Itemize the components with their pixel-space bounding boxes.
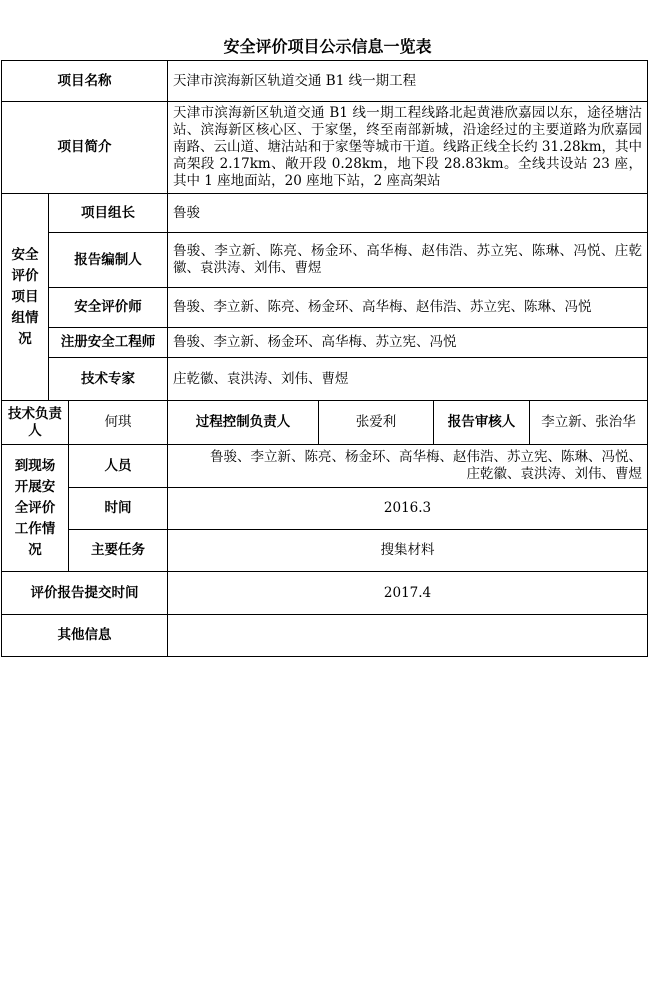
tech-lead-label: 技术负责人 <box>2 401 69 445</box>
site-personnel-value: 鲁骏、李立新、陈亮、杨金环、高华梅、赵伟浩、苏立宪、陈琳、冯悦、 庄乾徽、袁洪涛、刘伟、曹煜 <box>168 445 648 488</box>
row-site-time <box>2 488 648 530</box>
reviewer-value: 李立新、张治华 <box>530 401 648 445</box>
project-intro-value: 天津市滨海新区轨道交通 B1 线一期工程线路北起黄港欣嘉园以东，途径塘沽站、滨海新区核心区、于家堡，终至南部新城，沿途经过的主要道路为欣嘉园南路、云山道、塘沽站和于家堡等城市干道。线路正线全长约 31.28km，其中高架段 2.17km、敞开段 0.28km，地下段 28.83km。全线共设站 23 座，其中 1 座地面站，20 座地下站，2 座高架站 <box>168 102 648 194</box>
project-intro-label: 项目简介 <box>2 102 168 194</box>
leader-label: 项目组长 <box>49 194 168 233</box>
row-site-tasks <box>2 530 648 572</box>
submit-time-value: 2017.4 <box>168 572 648 615</box>
registered-engineers-label: 注册安全工程师 <box>49 328 168 358</box>
row-tech-experts <box>2 358 648 401</box>
process-control-value: 张爱利 <box>319 401 434 445</box>
process-control-label: 过程控制负责人 <box>168 401 319 445</box>
report-writers-value: 鲁骏、李立新、陈亮、杨金环、高华梅、赵伟浩、苏立宪、陈琳、冯悦、庄乾徽、袁洪涛、刘伟、曹煜 <box>168 233 648 288</box>
site-time-label: 时间 <box>69 488 168 530</box>
row-submit-time <box>2 572 648 615</box>
leader-value: 鲁骏 <box>168 194 648 233</box>
evaluators-value: 鲁骏、李立新、陈亮、杨金环、高华梅、赵伟浩、苏立宪、陈琳、冯悦 <box>168 288 648 328</box>
other-info-value <box>168 615 648 657</box>
site-work-section-label: 到现场 开展安 全评价 工作情 况 <box>2 445 69 572</box>
site-tasks-value: 搜集材料 <box>168 530 648 572</box>
registered-engineers-value: 鲁骏、李立新、杨金环、高华梅、苏立宪、冯悦 <box>168 328 648 358</box>
page-title: 安全评价项目公示信息一览表 <box>223 37 432 56</box>
project-name-label: 项目名称 <box>2 61 168 102</box>
info-table <box>1 60 648 657</box>
tech-lead-value: 何琪 <box>69 401 168 445</box>
reviewer-label: 报告审核人 <box>434 401 530 445</box>
row-registered-engineers <box>2 328 648 358</box>
submit-time-label: 评价报告提交时间 <box>2 572 168 615</box>
other-info-label: 其他信息 <box>2 615 168 657</box>
team-section-label: 安全 评价 项目 组情 况 <box>2 194 49 401</box>
project-name-value: 天津市滨海新区轨道交通 B1 线一期工程 <box>168 61 648 102</box>
row-project-intro <box>2 102 648 194</box>
site-time-value: 2016.3 <box>168 488 648 530</box>
row-evaluators <box>2 288 648 328</box>
row-team-leader <box>2 194 648 233</box>
row-site-personnel <box>2 445 648 488</box>
report-writers-label: 报告编制人 <box>49 233 168 288</box>
site-personnel-label: 人员 <box>69 445 168 488</box>
site-tasks-label: 主要任务 <box>69 530 168 572</box>
row-responsible <box>2 401 648 445</box>
tech-experts-value: 庄乾徽、袁洪涛、刘伟、曹煜 <box>168 358 648 401</box>
tech-experts-label: 技术专家 <box>49 358 168 401</box>
row-report-writers <box>2 233 648 288</box>
evaluators-label: 安全评价师 <box>49 288 168 328</box>
row-other-info <box>2 615 648 657</box>
row-project-name <box>2 61 648 102</box>
